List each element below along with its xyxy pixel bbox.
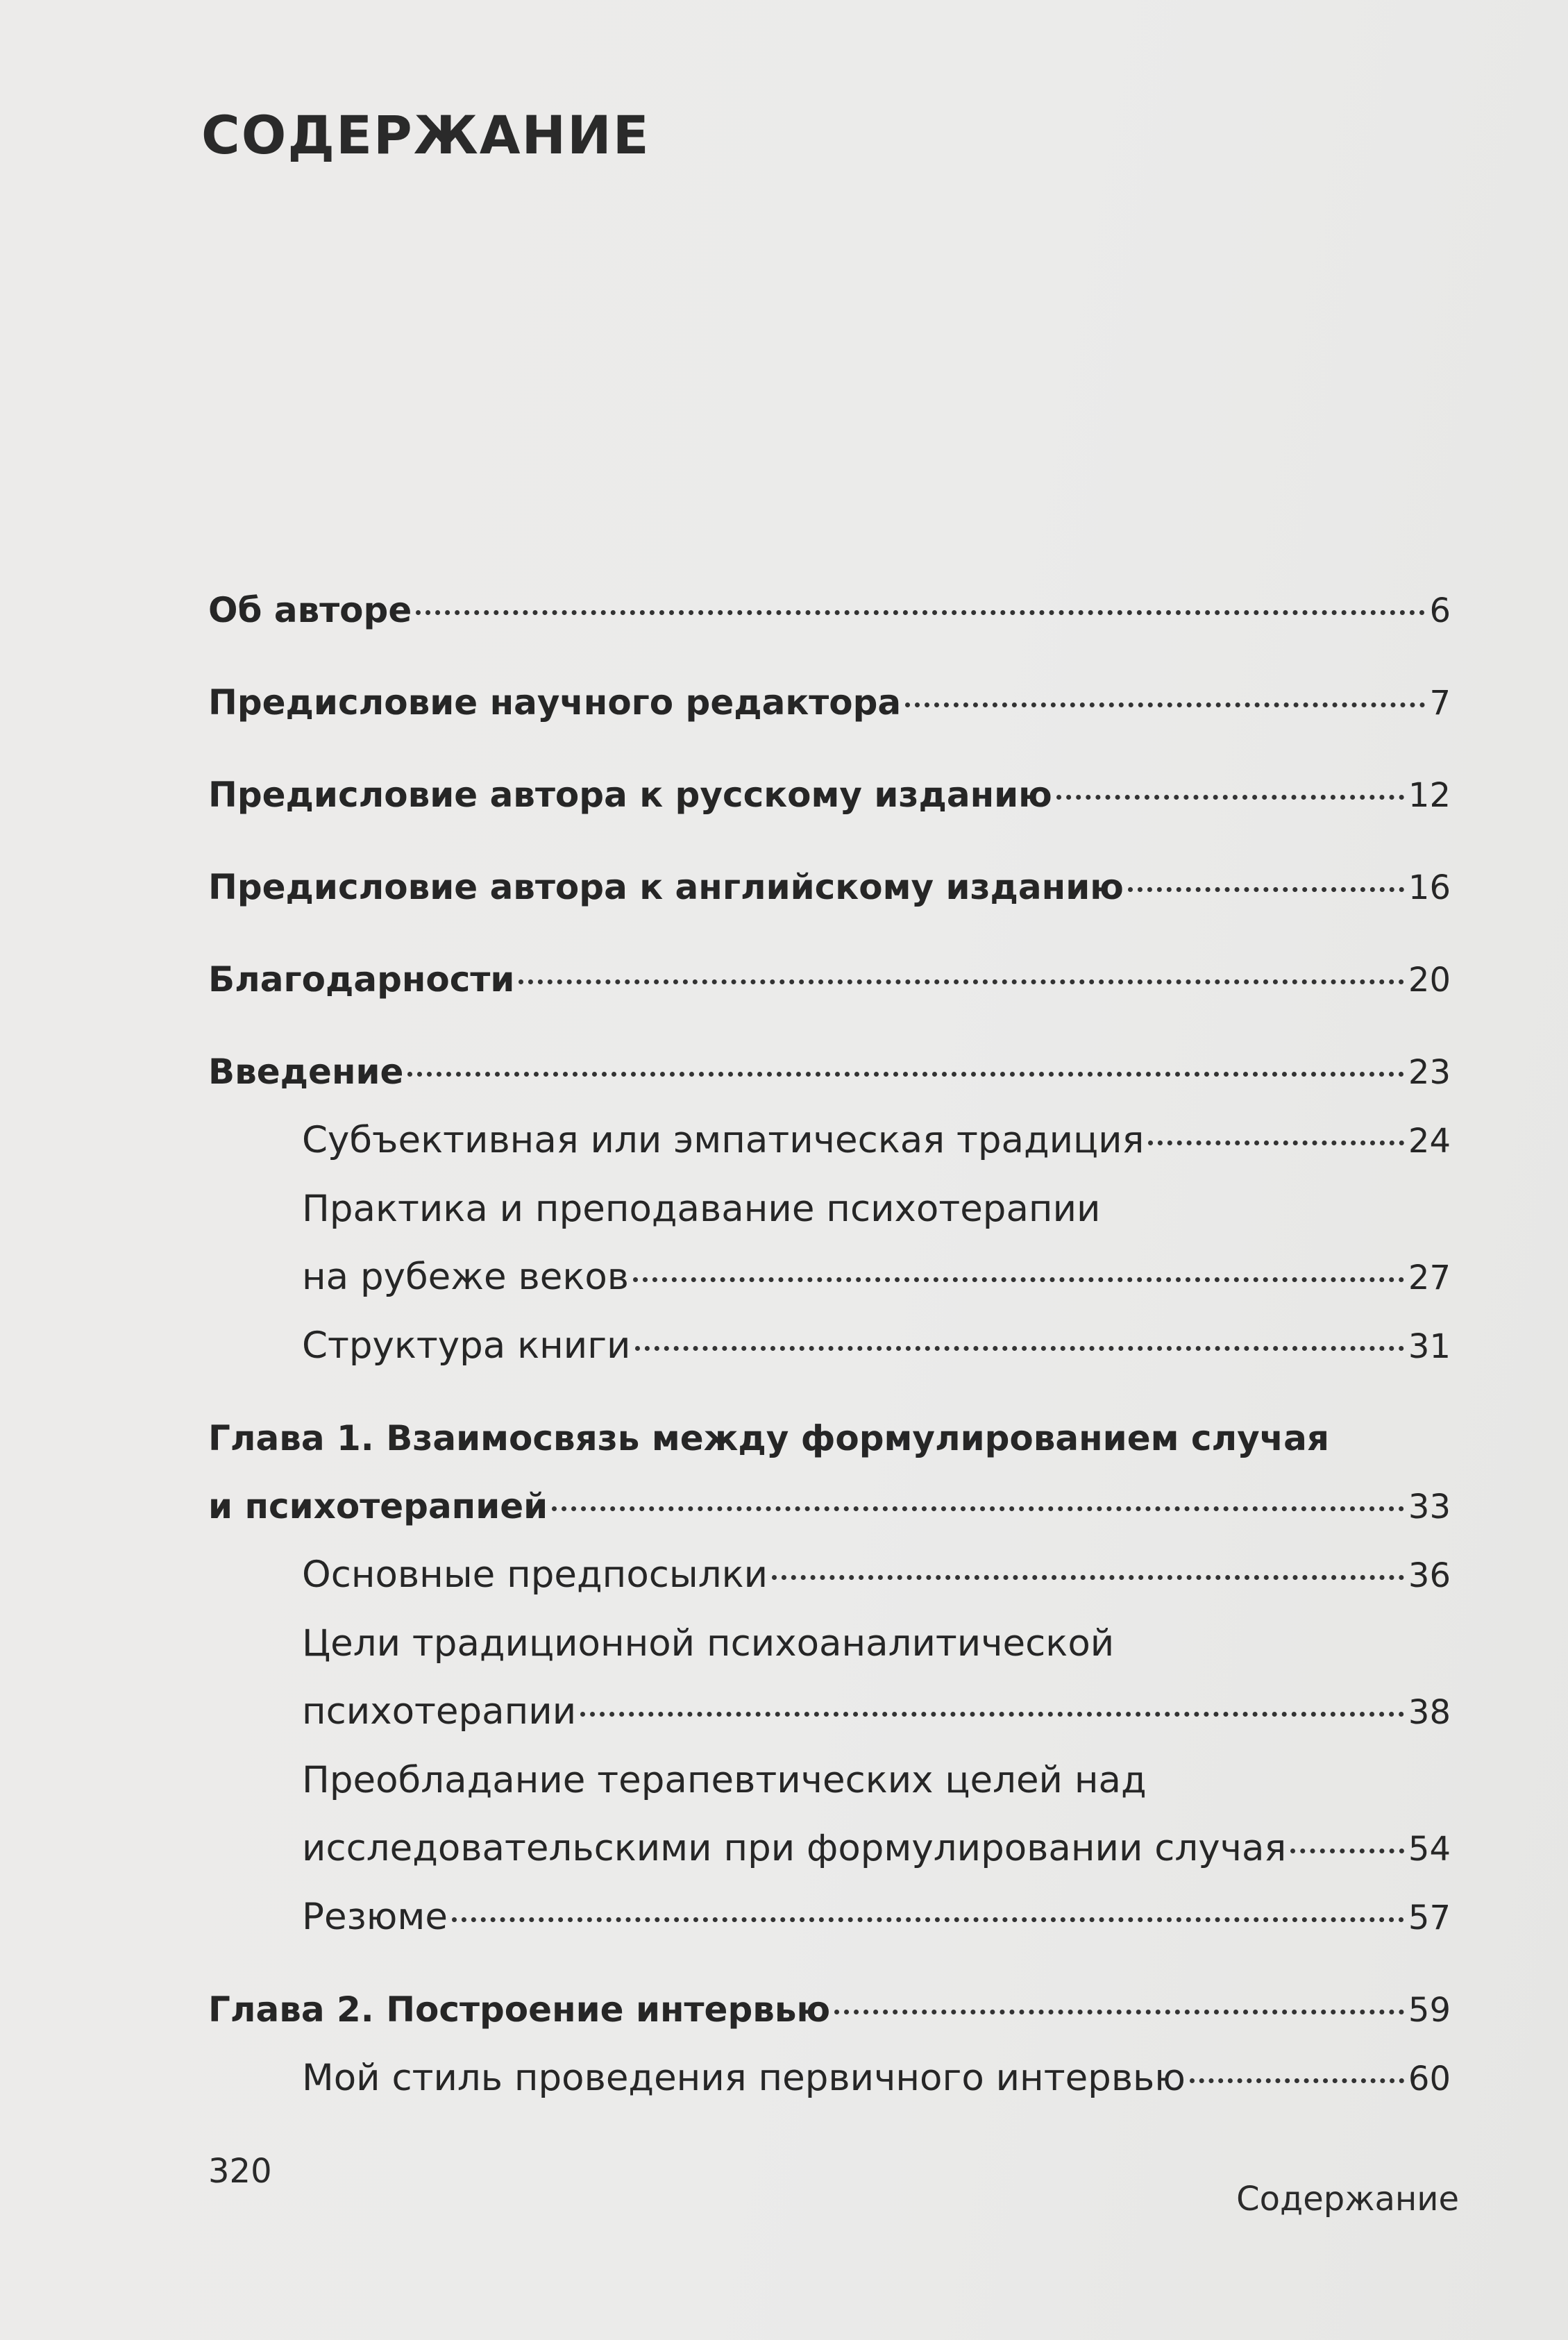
dot-leader xyxy=(1148,1140,1403,1145)
toc-page-number: 12 xyxy=(1408,776,1451,815)
dot-leader xyxy=(772,1575,1404,1580)
dot-leader xyxy=(519,979,1404,984)
toc-entry-title: Предисловие автора к английскому изданию xyxy=(208,867,1124,907)
toc-subentry[interactable] xyxy=(208,1541,1451,1610)
toc-entry-title-line2: психотерапии xyxy=(302,1690,577,1733)
toc-subentry[interactable] xyxy=(208,1883,1451,1952)
toc-subentry[interactable] xyxy=(208,1106,1451,1175)
toc-entry-title: Введение xyxy=(208,1052,404,1092)
toc-entry-title: Глава 2. Построение интервью xyxy=(208,1989,831,2030)
toc-entry[interactable] xyxy=(208,576,1451,645)
toc-page-number: 31 xyxy=(1408,1327,1451,1366)
toc-entry[interactable] xyxy=(208,1976,1451,2044)
toc-entry-title-line2: исследовательскими при формулировании случая xyxy=(302,1827,1287,1869)
toc-entry-title-line1: Глава 1. Взаимосвязь между формулированием случая xyxy=(208,1418,1329,1458)
toc-entry-title: Основные предпосылки xyxy=(302,1554,768,1596)
toc-entry[interactable] xyxy=(208,668,1451,737)
toc-subentry[interactable] xyxy=(208,1746,1451,1883)
toc-page-number: 33 xyxy=(1408,1488,1451,1526)
toc-page-number: 7 xyxy=(1429,684,1451,723)
page-number: 320 xyxy=(208,2152,272,2191)
toc-entry[interactable] xyxy=(208,853,1451,922)
dot-leader xyxy=(1056,795,1404,800)
dot-leader xyxy=(635,1346,1404,1351)
dot-leader xyxy=(1190,2078,1404,2083)
toc-entry-title-line1: Цели традиционной психоаналитической xyxy=(302,1622,1115,1665)
page-title: СОДЕРЖАНИЕ xyxy=(201,104,650,166)
dot-leader xyxy=(633,1277,1404,1282)
toc-page-number: 16 xyxy=(1408,868,1451,907)
dot-leader xyxy=(1128,887,1404,892)
toc-entry[interactable] xyxy=(208,945,1451,1014)
dot-leader xyxy=(1290,1849,1404,1853)
toc-subentry[interactable] xyxy=(208,1610,1451,1746)
toc-page-number: 20 xyxy=(1408,961,1451,1000)
table-of-contents xyxy=(208,576,1451,2113)
dot-leader xyxy=(905,702,1425,707)
toc-page-number: 24 xyxy=(1408,1122,1451,1161)
toc-entry-title: Благодарности xyxy=(208,959,515,1000)
toc-entry-title-line2: и психотерапией xyxy=(208,1486,548,1526)
toc-page-number: 23 xyxy=(1408,1053,1451,1092)
dot-leader xyxy=(407,1072,1403,1077)
dot-leader xyxy=(552,1506,1404,1511)
running-title: Содержание xyxy=(1236,2180,1459,2219)
toc-subentry[interactable] xyxy=(208,1312,1451,1381)
toc-entry-title: Резюме xyxy=(302,1896,448,1938)
toc-entry[interactable] xyxy=(208,1038,1451,1106)
toc-entry[interactable] xyxy=(208,1404,1451,1541)
toc-entry-title: Субъективная или эмпатическая традиция xyxy=(302,1119,1145,1161)
toc-page-number: 6 xyxy=(1429,591,1451,630)
toc-subentry[interactable] xyxy=(208,2044,1451,2113)
toc-page-number: 27 xyxy=(1408,1259,1451,1297)
toc-page-number: 59 xyxy=(1408,1991,1451,2030)
toc-subentry[interactable] xyxy=(208,1175,1451,1312)
toc-page-number: 57 xyxy=(1408,1899,1451,1937)
toc-entry-title: Предисловие научного редактора xyxy=(208,682,902,723)
toc-entry-title: Об авторе xyxy=(208,590,412,630)
dot-leader xyxy=(452,1917,1404,1922)
dot-leader xyxy=(834,2010,1404,2014)
toc-entry-title-line1: Практика и преподавание психотерапии xyxy=(302,1188,1101,1230)
toc-entry-title-line2: на рубеже веков xyxy=(302,1256,629,1298)
toc-entry-title: Мой стиль проведения первичного интервью xyxy=(302,2057,1186,2099)
toc-entry[interactable] xyxy=(208,761,1451,830)
dot-leader xyxy=(416,610,1425,615)
toc-page-number: 38 xyxy=(1408,1693,1451,1732)
toc-page-number: 54 xyxy=(1408,1830,1451,1869)
toc-entry-title: Предисловие автора к русскому изданию xyxy=(208,775,1052,815)
toc-page-number: 60 xyxy=(1408,2060,1451,2098)
toc-page-number: 36 xyxy=(1408,1556,1451,1595)
toc-entry-title: Структура книги xyxy=(302,1324,631,1367)
toc-entry-title-line1: Преобладание терапевтических целей над xyxy=(302,1759,1147,1801)
dot-leader xyxy=(580,1712,1404,1717)
